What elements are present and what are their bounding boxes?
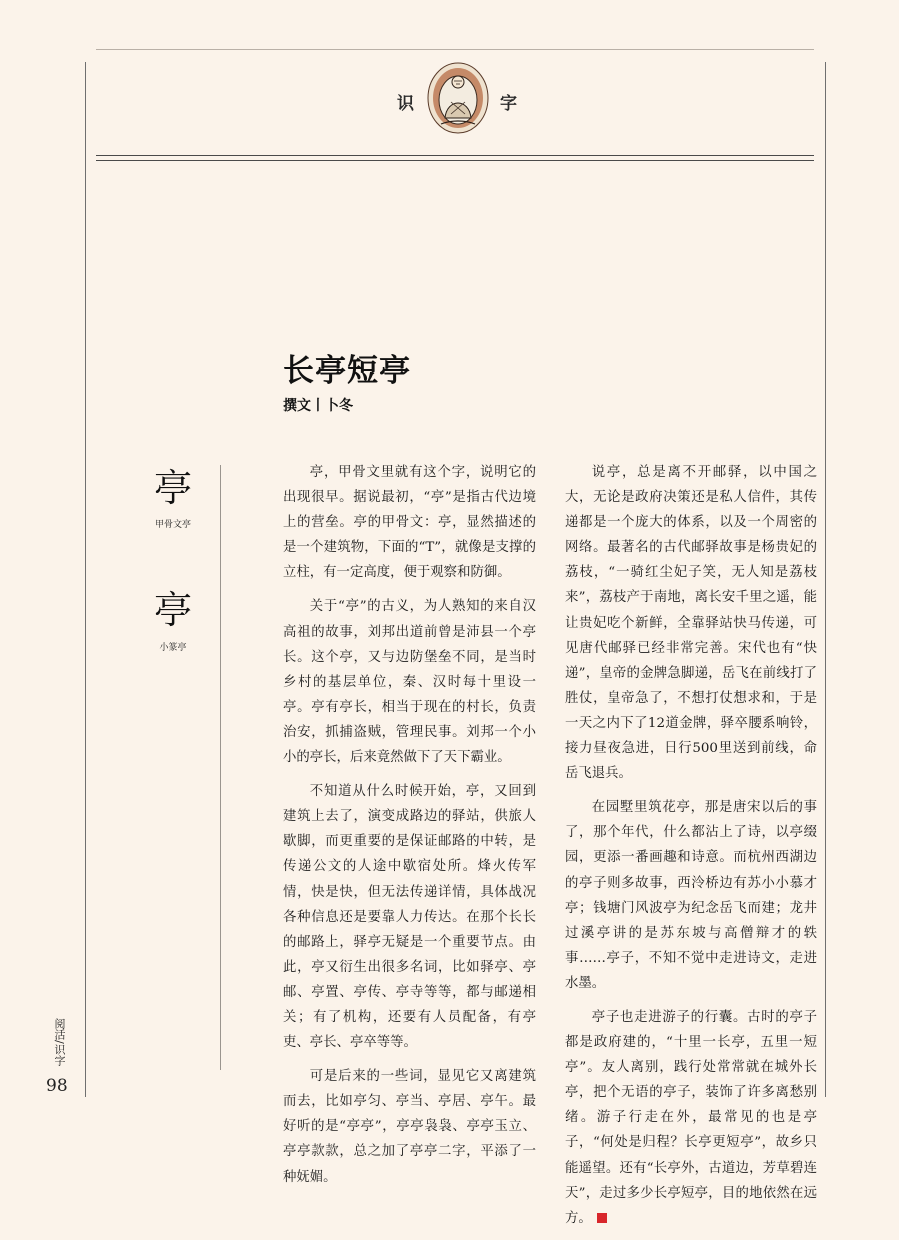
article-title: 长亭短亭 bbox=[283, 353, 411, 389]
oracle-bone-caption: 甲骨文亭 bbox=[154, 520, 191, 530]
header-right-char: 字 bbox=[500, 94, 517, 114]
left-frame-line bbox=[85, 62, 86, 1097]
right-frame-line bbox=[825, 62, 826, 1097]
right-paragraph-3-wrap bbox=[565, 1005, 817, 1231]
right-paragraph-3: 亭子也走进游子的行囊。古时的亭子都是政府建的，“十里一长亭，五里一短亭”。友人离别，践行处常常就在城外长亭，把个无语的亭子，装饰了许多离愁别绪。游子行走在外，最常见的也是亭子，“何处是归程？长亭更短亭”，故乡只能遥望。还有“长亭外，古道边，芳草碧连天”，走过多少长亭短亭，目的地依然在远方。 bbox=[565, 1009, 817, 1226]
header-double-rule-bottom bbox=[96, 160, 814, 161]
body-column-right bbox=[565, 460, 817, 1240]
small-seal-glyph: 亭 bbox=[153, 588, 192, 632]
header-left-char: 识 bbox=[397, 94, 414, 114]
small-seal-caption: 小篆亭 bbox=[159, 643, 187, 653]
left-paragraph-4: 可是后来的一些词，显见它又离建筑而去，比如亭匀、亭当、亭居、亭午。最好听的是“亭亭”，亭亭袅袅、亭亭玉立、亭亭款款，总之加了亭亭二字，平添了一种妩媚。 bbox=[283, 1069, 536, 1185]
sidebar-divider bbox=[220, 465, 221, 1070]
end-mark bbox=[597, 1213, 607, 1223]
article-byline: 撰文丨卜冬 bbox=[283, 398, 353, 414]
top-rule bbox=[96, 49, 814, 50]
header-double-rule-top bbox=[96, 155, 814, 156]
body-column-left bbox=[283, 460, 536, 1199]
oracle-bone-glyph: 亭 bbox=[153, 466, 192, 510]
monk-medallion-icon bbox=[427, 62, 489, 134]
right-paragraph-2: 在园墅里筑花亭，那是唐宋以后的事了，那个年代，什么都沾上了诗，以亭缀园，更添一番画趣和诗意。而杭州西湖边的亭子则多故事，西泠桥边有苏小小慕才亭；钱塘门风波亭为纪念岳飞而建；龙井过溪亭讲的是苏东坡与高僧辩才的轶事……亭子，不知不觉中走进诗文，走进水墨。 bbox=[565, 800, 817, 991]
left-paragraph-1: 亭，甲骨文里就有这个字，说明它的出现很早。据说最初，“亭”是指古代边境上的营垒。亭的甲骨文：亭，显然描述的是一个建筑物，下面的“T”，就像是支撑的立柱，有一定高度，便于观察和防御。 bbox=[283, 465, 536, 581]
left-paragraph-2: 关于“亭”的古义，为人熟知的来自汉高祖的故事，刘邦出道前曾是沛县一个亭长。这个亭，又与边防堡垒不同，是当时乡村的基层单位，秦、汉时每十里设一亭。亭有亭长，相当于现在的村长，负责治安，抓捕盗贼，管理民事。刘邦一个小小的亭长，后来竟然做下了天下霸业。 bbox=[283, 599, 536, 766]
left-paragraph-3: 不知道从什么时候开始，亭，又回到建筑上去了，演变成路边的驿站，供旅人歇脚，而更重要的是保证邮路的中转，是传递公文的人途中歇宿处所。烽火传军情，快是快，但无法传递详情，具体战况各种信息还是要靠人力传达。在那个长长的邮路上，驿亭无疑是一个重要节点。由此，亭又衍生出很多名词，比如驿亭、亭邮、亭置、亭传、亭寺等等，都与邮递相关；有了机构，还要有人员配备，有亭吏、亭长、亭卒等等。 bbox=[283, 784, 536, 1051]
right-paragraph-1: 说亭，总是离不开邮驿，以中国之大，无论是政府决策还是私人信件，其传递都是一个庞大的体系，以及一个周密的网络。最著名的古代邮驿故事是杨贵妃的荔枝，“一骑红尘妃子笑，无人知是荔枝来”，荔枝产于南地，离长安千里之遥，能让贵妃吃个新鲜，全靠驿站快马传递，可见唐代邮驿已经非常完善。宋代也有“快递”，皇帝的金牌急脚递，岳飞在前线打了胜仗，皇帝急了，不想打仗想求和，于是一天之内下了12道金牌，驿卒腰系响铃，接力昼夜急进，日行500里送到前线，命岳飞退兵。 bbox=[565, 465, 817, 782]
running-head: 阅活/识字 bbox=[53, 1018, 66, 1066]
page-number: 98 bbox=[46, 1076, 68, 1096]
